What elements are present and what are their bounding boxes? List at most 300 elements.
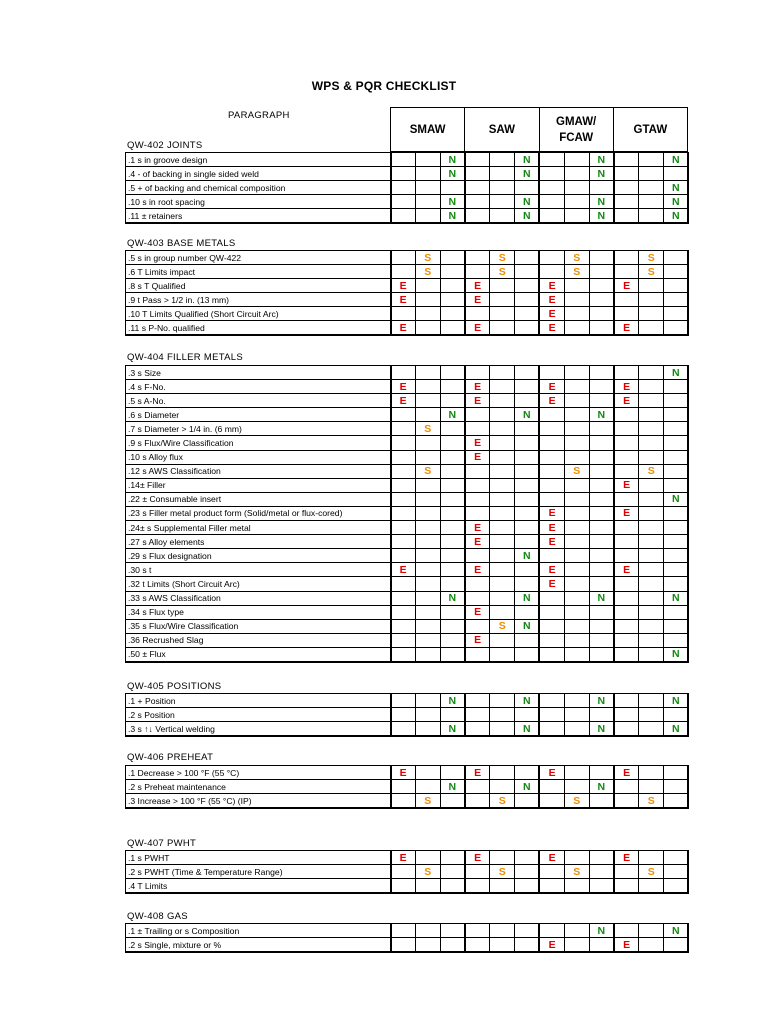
mark-cell [490,708,515,722]
mark-cell [539,181,564,195]
mark-cell [490,153,515,167]
checklist-row [126,321,689,336]
checklist-row [126,722,689,737]
mark-cell [440,422,465,436]
mark-cell: E [539,380,564,394]
mark-cell [465,195,490,209]
mark-cell [391,924,416,938]
checklist-row [126,633,689,647]
mark-cell: N [515,153,540,167]
mark-cell [564,563,589,577]
mark-cell: E [465,766,490,780]
mark-cell [614,209,639,224]
mark-cell [415,605,440,619]
mark-cell [515,647,540,662]
mark-cell [440,506,465,520]
mark-cell [564,181,589,195]
mark-cell [465,153,490,167]
mark-cell: E [539,938,564,953]
mark-cell [589,293,614,307]
mark-cell [564,293,589,307]
mark-cell [539,195,564,209]
mark-cell [440,380,465,394]
mark-cell [391,265,416,279]
mark-cell [614,492,639,506]
mark-cell [614,464,639,478]
col-header-gtaw: GTAW [613,108,687,151]
row-label: .32 t Limits (Short Circuit Arc) [126,577,391,591]
mark-cell [564,167,589,181]
mark-cell [564,436,589,450]
row-label: .1 Decrease > 100 °F (55 °C) [126,766,391,780]
mark-cell [490,722,515,737]
mark-cell [415,366,440,380]
mark-cell [664,938,689,953]
mark-cell [465,422,490,436]
mark-cell [614,265,639,279]
mark-cell [415,181,440,195]
mark-cell [589,865,614,879]
mark-cell [564,521,589,535]
mark-cell [490,694,515,708]
mark-cell [415,722,440,737]
mark-cell [589,478,614,492]
mark-cell [589,422,614,436]
mark-cell [614,153,639,167]
mark-cell [589,633,614,647]
mark-cell [465,694,490,708]
mark-cell [490,535,515,549]
mark-cell [440,766,465,780]
mark-cell: S [415,251,440,265]
mark-cell [515,181,540,195]
mark-cell [415,766,440,780]
mark-cell [415,279,440,293]
mark-cell [614,924,639,938]
mark-cell [490,209,515,224]
mark-cell [515,938,540,953]
mark-cell: N [515,209,540,224]
mark-cell: E [465,380,490,394]
mark-cell [539,708,564,722]
mark-cell [589,366,614,380]
paragraph-column-header: PARAGRAPH [228,110,290,121]
mark-cell: N [440,780,465,794]
mark-cell [415,492,440,506]
mark-cell [415,380,440,394]
row-label: .36 Recrushed Slag [126,633,391,647]
mark-cell [515,879,540,894]
mark-cell [490,938,515,953]
mark-cell: S [415,865,440,879]
mark-cell [391,506,416,520]
mark-cell [589,605,614,619]
mark-cell [515,265,540,279]
mark-cell [415,924,440,938]
mark-cell [639,619,664,633]
mark-cell [440,879,465,894]
mark-cell [490,307,515,321]
mark-cell [465,265,490,279]
mark-cell [564,380,589,394]
mark-cell: E [614,506,639,520]
mark-cell [415,708,440,722]
mark-cell [564,478,589,492]
checklist-row [126,366,689,380]
mark-cell [564,450,589,464]
checklist-row [126,251,689,265]
mark-cell: N [515,591,540,605]
checklist-row [126,549,689,563]
mark-cell [614,195,639,209]
checklist-row [126,181,689,195]
mark-cell [440,577,465,591]
mark-cell: E [539,535,564,549]
mark-cell [415,591,440,605]
mark-cell: S [490,251,515,265]
mark-cell [490,422,515,436]
mark-cell [614,619,639,633]
mark-cell [465,879,490,894]
mark-cell [490,851,515,865]
mark-cell [391,251,416,265]
mark-cell [589,380,614,394]
mark-cell [639,293,664,307]
mark-cell [539,879,564,894]
mark-cell [515,633,540,647]
row-label: .9 t Pass > 1/2 in. (13 mm) [126,293,391,307]
row-label: .34 s Flux type [126,605,391,619]
mark-cell [415,195,440,209]
mark-cell: S [564,464,589,478]
mark-cell [465,722,490,737]
mark-cell [490,766,515,780]
mark-cell [564,879,589,894]
mark-cell [490,563,515,577]
mark-cell [589,938,614,953]
mark-cell: N [589,924,614,938]
mark-cell [589,577,614,591]
mark-cell [664,279,689,293]
mark-cell [415,647,440,662]
mark-cell [490,577,515,591]
mark-cell [415,879,440,894]
mark-cell [564,924,589,938]
checklist-row [126,478,689,492]
mark-cell [589,535,614,549]
mark-cell [539,408,564,422]
mark-cell [539,694,564,708]
mark-cell [639,307,664,321]
mark-cell [564,605,589,619]
mark-cell [539,153,564,167]
row-label: .1 s PWHT [126,851,391,865]
mark-cell [465,464,490,478]
mark-cell [415,851,440,865]
mark-cell [490,181,515,195]
mark-cell [391,879,416,894]
mark-cell [664,633,689,647]
mark-cell [639,408,664,422]
mark-cell [415,450,440,464]
mark-cell [589,181,614,195]
mark-cell [664,422,689,436]
mark-cell: E [391,380,416,394]
row-label: .4 - of backing in single sided weld [126,167,391,181]
mark-cell [614,633,639,647]
mark-cell [614,549,639,563]
mark-cell [589,794,614,809]
mark-cell [515,851,540,865]
mark-cell [664,450,689,464]
mark-cell: N [440,167,465,181]
mark-cell: N [440,195,465,209]
checklist-row [126,924,689,938]
checklist-row [126,506,689,520]
mark-cell: E [539,293,564,307]
mark-cell [515,506,540,520]
mark-cell [415,535,440,549]
mark-cell [664,766,689,780]
mark-cell [465,865,490,879]
mark-cell [614,251,639,265]
mark-cell: E [465,851,490,865]
mark-cell [415,694,440,708]
mark-cell [639,924,664,938]
mark-cell [440,181,465,195]
mark-cell: E [391,394,416,408]
mark-cell: E [614,851,639,865]
mark-cell [614,879,639,894]
mark-cell [490,647,515,662]
section-title: QW-402 JOINTS [127,140,203,151]
mark-cell: S [639,865,664,879]
mark-cell: S [490,865,515,879]
mark-cell [440,938,465,953]
mark-cell [664,708,689,722]
mark-cell: E [614,938,639,953]
mark-cell: E [539,521,564,535]
mark-cell [440,535,465,549]
mark-cell [639,633,664,647]
mark-cell [391,450,416,464]
mark-cell [440,619,465,633]
mark-cell: E [391,293,416,307]
mark-cell [415,394,440,408]
mark-cell [539,464,564,478]
mark-cell [465,307,490,321]
row-label: .3 s Size [126,366,391,380]
row-label: .29 s Flux designation [126,549,391,563]
checklist-row [126,279,689,293]
mark-cell [539,450,564,464]
mark-cell [415,209,440,224]
mark-cell: E [465,321,490,336]
mark-cell: N [440,591,465,605]
mark-cell: N [440,209,465,224]
mark-cell [440,321,465,336]
checklist-row [126,153,689,167]
checklist-row [126,307,689,321]
mark-cell [490,394,515,408]
mark-cell [589,851,614,865]
row-label: .10 T Limits Qualified (Short Circuit Arc) [126,307,391,321]
row-label: .6 T Limits impact [126,265,391,279]
mark-cell [564,938,589,953]
mark-cell [639,450,664,464]
checklist-row [126,265,689,279]
mark-cell [391,478,416,492]
mark-cell: E [539,563,564,577]
mark-cell [589,766,614,780]
mark-cell [465,924,490,938]
mark-cell [391,492,416,506]
mark-cell: E [465,436,490,450]
mark-cell [415,293,440,307]
mark-cell [564,366,589,380]
mark-cell [589,307,614,321]
mark-cell [664,521,689,535]
mark-cell [490,924,515,938]
mark-cell [564,408,589,422]
mark-cell [515,380,540,394]
mark-cell [415,436,440,450]
mark-cell: N [440,408,465,422]
mark-cell [614,535,639,549]
mark-cell [490,605,515,619]
mark-cell [465,408,490,422]
mark-cell: S [564,865,589,879]
mark-cell [614,307,639,321]
col-header-smaw: SMAW [409,123,446,136]
mark-cell: S [415,422,440,436]
mark-cell: E [614,380,639,394]
mark-cell [465,619,490,633]
checklist-row [126,647,689,662]
section-title: QW-404 FILLER METALS [127,352,243,363]
mark-cell [639,605,664,619]
section-title: QW-405 POSITIONS [127,681,222,692]
mark-cell: S [564,251,589,265]
mark-cell: S [564,794,589,809]
mark-cell [614,694,639,708]
mark-cell [639,492,664,506]
mark-cell [589,492,614,506]
mark-cell [490,408,515,422]
mark-cell [539,722,564,737]
mark-cell [465,794,490,809]
mark-cell: N [589,780,614,794]
section-title: QW-406 PREHEAT [127,752,214,763]
mark-cell [515,478,540,492]
mark-cell [515,794,540,809]
mark-cell: E [614,478,639,492]
mark-cell: N [664,153,689,167]
mark-cell [614,167,639,181]
mark-cell [564,708,589,722]
mark-cell [415,633,440,647]
mark-cell [415,521,440,535]
mark-cell: N [440,153,465,167]
mark-cell [539,366,564,380]
mark-cell [515,605,540,619]
mark-cell: E [391,279,416,293]
mark-cell [614,794,639,809]
mark-cell [589,321,614,336]
mark-cell [639,366,664,380]
mark-cell [539,619,564,633]
row-label: .35 s Flux/Wire Classification [126,619,391,633]
mark-cell [391,722,416,737]
mark-cell [539,436,564,450]
mark-cell [440,464,465,478]
mark-cell [490,450,515,464]
section-table [125,152,689,224]
mark-cell [539,167,564,181]
row-label: .2 s Single, mixture or % [126,938,391,953]
checklist-row [126,293,689,307]
mark-cell [664,506,689,520]
mark-cell [589,708,614,722]
checklist-row [126,436,689,450]
mark-cell: N [515,549,540,563]
mark-cell [515,307,540,321]
mark-cell [589,506,614,520]
row-label: .4 T Limits [126,879,391,894]
mark-cell [539,865,564,879]
mark-cell [490,633,515,647]
mark-cell [614,605,639,619]
mark-cell [539,605,564,619]
mark-cell: N [515,195,540,209]
mark-cell [391,153,416,167]
mark-cell [391,436,416,450]
mark-cell: E [465,605,490,619]
mark-cell: S [564,265,589,279]
mark-cell [539,209,564,224]
mark-cell: N [515,167,540,181]
mark-cell: S [490,265,515,279]
mark-cell [639,577,664,591]
mark-cell [465,591,490,605]
mark-cell [440,924,465,938]
mark-cell [664,535,689,549]
mark-cell [664,408,689,422]
mark-cell [391,307,416,321]
mark-cell [589,450,614,464]
mark-cell [515,436,540,450]
mark-cell [614,780,639,794]
mark-cell [639,708,664,722]
mark-cell [515,321,540,336]
mark-cell [564,195,589,209]
mark-cell [539,492,564,506]
mark-cell [391,422,416,436]
mark-cell: N [664,181,689,195]
row-label: .1 ± Trailing or s Composition [126,924,391,938]
mark-cell [564,647,589,662]
mark-cell [664,478,689,492]
mark-cell [440,708,465,722]
mark-cell: E [465,633,490,647]
checklist-row [126,694,689,708]
mark-cell [391,619,416,633]
mark-cell [664,851,689,865]
row-label: .27 s Alloy elements [126,535,391,549]
mark-cell [664,563,689,577]
mark-cell [465,647,490,662]
mark-cell [490,780,515,794]
